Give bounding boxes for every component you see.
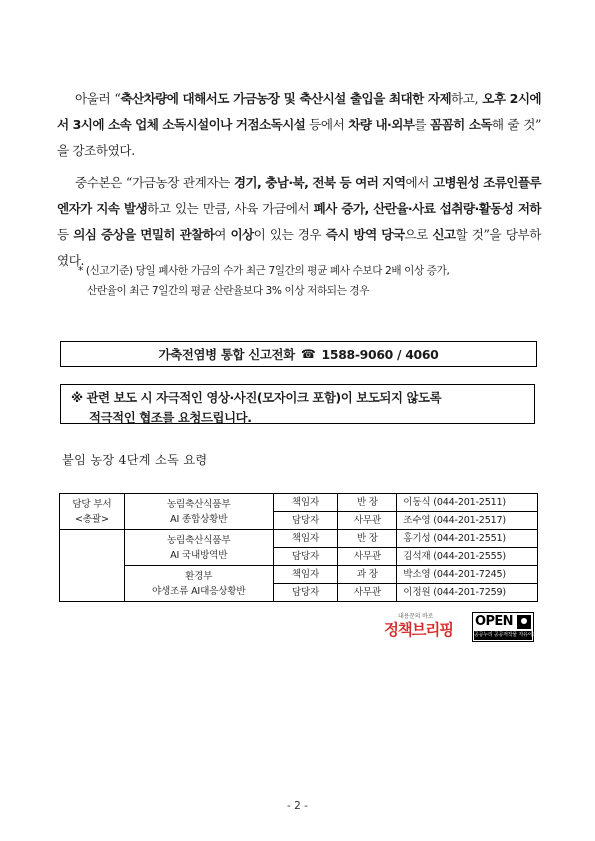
bold-run: 차량 내·외부 (348, 117, 415, 132)
open-license-logo (472, 612, 547, 642)
table-row (60, 494, 538, 512)
table-row (60, 566, 538, 584)
department-name: 농림축산식품부 (166, 498, 231, 510)
role-cell: 담당자 (273, 584, 338, 602)
page-number: - 2 - (287, 800, 308, 812)
department-name: 환경부 (185, 570, 213, 582)
policy-briefing-logo (384, 611, 460, 641)
note-line-1: * (신고기준) 당일 폐사한 가금의 수가 최근 7일간의 평균 폐사 수보다 2배 이상 증가, (78, 265, 450, 277)
bold-run: 오후 2시에서 3시에 소속 업체 소독시설이나 거점소독시설 (57, 91, 541, 132)
text-run: 등 (57, 227, 74, 242)
department-cell (124, 530, 273, 566)
contact-cell: 김석재 (044-201-2555) (397, 548, 538, 566)
table-row (60, 530, 538, 548)
bold-run: 의심 증상을 면밀히 관찰하 (73, 227, 215, 242)
open-caption: 공공누리 공공저작물 자유이용허락 (474, 632, 547, 638)
bold-run: 즉시 방역 당국 (325, 227, 405, 242)
role-cell: 책임자 (273, 530, 338, 548)
department-team: 야생조류 AI대응상황반 (151, 585, 246, 597)
department-header-cell (60, 494, 125, 530)
empty-header-cell (60, 530, 125, 602)
role-cell: 담당자 (273, 512, 338, 530)
paragraph-report-request (57, 170, 541, 274)
text-run: 으로 (404, 227, 433, 242)
header-label: 담당 부서 (72, 498, 112, 510)
hotline-label: 가축전염병 통합 신고전화 (158, 347, 295, 362)
open-wordmark: OPEN (475, 614, 513, 629)
notice-line-1: ※ 관련 보도 시 자극적인 영상·사진(모자이크 포함)이 보도되지 않도록 (71, 390, 442, 405)
title-cell: 반 장 (338, 494, 397, 512)
title-cell: 반 장 (338, 530, 397, 548)
header-sub: <총괄> (75, 513, 109, 525)
role-cell: 책임자 (273, 566, 338, 584)
bold-run: 신고 (432, 227, 456, 242)
department-team: AI 종합상황반 (170, 513, 228, 525)
title-cell: 사무관 (338, 548, 397, 566)
paragraph-disinfection (57, 86, 541, 164)
contact-cell: 이정원 (044-201-7259) (397, 584, 538, 602)
text-run: 를 (414, 117, 431, 132)
role-cell: 책임자 (273, 494, 338, 512)
text-run: 여 (214, 227, 231, 242)
text-run: 중수본은 “가금농장 관계자는 (75, 175, 234, 190)
text-run: 아울러 “ (75, 91, 121, 106)
contact-cell: 박소영 (044-201-7245) (397, 566, 538, 584)
role-cell: 담당자 (273, 548, 338, 566)
report-criteria-note (78, 261, 548, 301)
bold-run: 이상 (230, 227, 254, 242)
text-run: 하고 있는 만큼, 사육 가금에서 (147, 201, 314, 216)
note-line-2: 산란율이 최근 7일간의 평균 산란율보다 3% 이상 저하되는 경우 (87, 285, 370, 297)
department-cell (124, 494, 273, 530)
phone-icon: ☎ (300, 347, 316, 361)
title-cell: 과 장 (338, 566, 397, 584)
bold-run: 고병원성 조류인플루엔자가 지속 발생 (57, 175, 542, 216)
text-run: 할 것”을 당부하였다. (57, 227, 541, 268)
attachment-line: 붙임 농장 4단계 소독 요령 (62, 453, 208, 467)
bold-run: 폐사 증가, 산란율·사료 섭취량·활동성 저하 (313, 201, 541, 216)
bold-run: 축산차량에 대해서도 가금농장 및 축산시설 출입을 최대한 자제 (120, 91, 452, 106)
bold-run: 경기, 충남·북, 전북 등 여러 지역 (233, 175, 406, 190)
logo-wordmark: 정책브리핑 (384, 621, 453, 639)
contact-cell: 이동식 (044-201-2511) (397, 494, 538, 512)
text-run: 하고, (451, 91, 483, 106)
hotline-box (60, 341, 537, 367)
text-run: 이 있는 경우 (253, 227, 326, 242)
title-cell: 사무관 (338, 512, 397, 530)
department-team: AI 국내방역반 (170, 549, 228, 561)
department-cell (124, 566, 273, 602)
contact-cell: 조수영 (044-201-2517) (397, 512, 538, 530)
notice-line-2: 적극적인 협조를 요청드립니다. (89, 410, 252, 425)
media-notice-box (60, 384, 535, 424)
contact-cell: 홍기성 (044-201-2551) (397, 530, 538, 548)
contacts-table (59, 493, 538, 602)
person-badge-icon (517, 615, 531, 629)
title-cell: 사무관 (338, 584, 397, 602)
text-run: 해 줄 것” 을 강조하였다. (57, 117, 541, 158)
text-run: 등에서 (305, 117, 349, 132)
department-name: 농림축산식품부 (166, 534, 231, 546)
bold-run: 꼼꼼히 소독 (430, 117, 492, 132)
text-run: 에서 (405, 175, 433, 190)
logo-caption: 내용문의 바로 (398, 613, 434, 620)
hotline-number: 1588-9060 / 4060 (321, 346, 439, 362)
